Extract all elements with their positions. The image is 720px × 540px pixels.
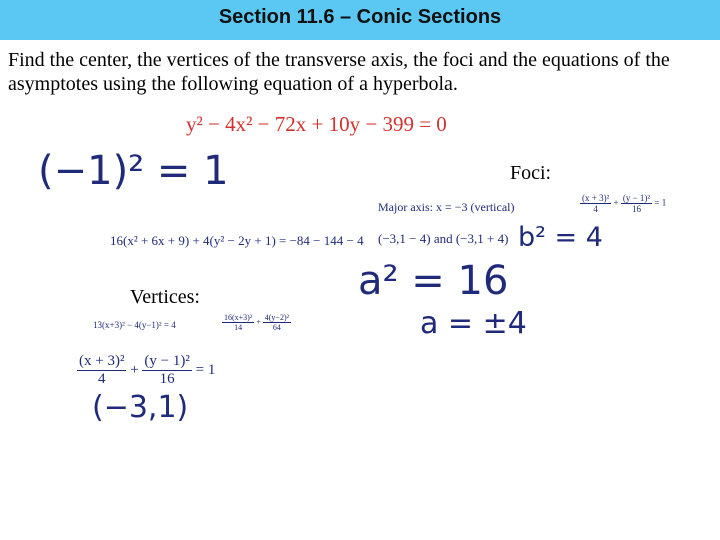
vertices-label: Vertices: (130, 286, 200, 308)
foci-label: Foci: (510, 162, 552, 184)
hyperbola-equation: y² − 4x² − 72x + 10y − 399 = 0 (186, 112, 447, 136)
tiny-fraction: $\frac{\text{16(x+3)²}}{14}$ + $\frac{\text{4(y−2)²}}{64}$ (224, 313, 290, 332)
standard-form-left: $\frac{\text{(x + 3)²}}{4}$ + $\frac{\text{(y − 1)²}}{16}$ = 1 (79, 353, 216, 387)
page-title: Section 11.6 – Conic Sections (218, 6, 502, 28)
b-squared: b² = 4 (518, 222, 603, 253)
major-axis-note: Major axis: x = −3 (vertical) (378, 200, 515, 214)
foci-points: (−3,1 − 4) and (−3,1 + 4) (378, 231, 509, 246)
a-value: a = ±4 (420, 306, 527, 341)
factored-step: 16(x² + 6x + 9) + 4(y² − 2y + 1) = −84 − 144 − 4 (110, 233, 364, 248)
small-standard-form: $\frac{\text{(x + 3)²}}{4}$ + $\frac{\text{(y − 1)²}}{16}$ = 1 (582, 193, 667, 214)
center-point: (−3,1) (92, 390, 189, 425)
problem-prompt: Find the center, the vertices of the transverse axis, the foci and the equations of the asymptotes using the following equation of a hyperbola. (8, 49, 670, 95)
a-squared: a² = 16 (358, 258, 509, 304)
tiny-step: 13(x+3)² − 4(y−1)² = 4 (93, 320, 176, 330)
big-left-equation: (−1)² = 1 (38, 148, 229, 194)
